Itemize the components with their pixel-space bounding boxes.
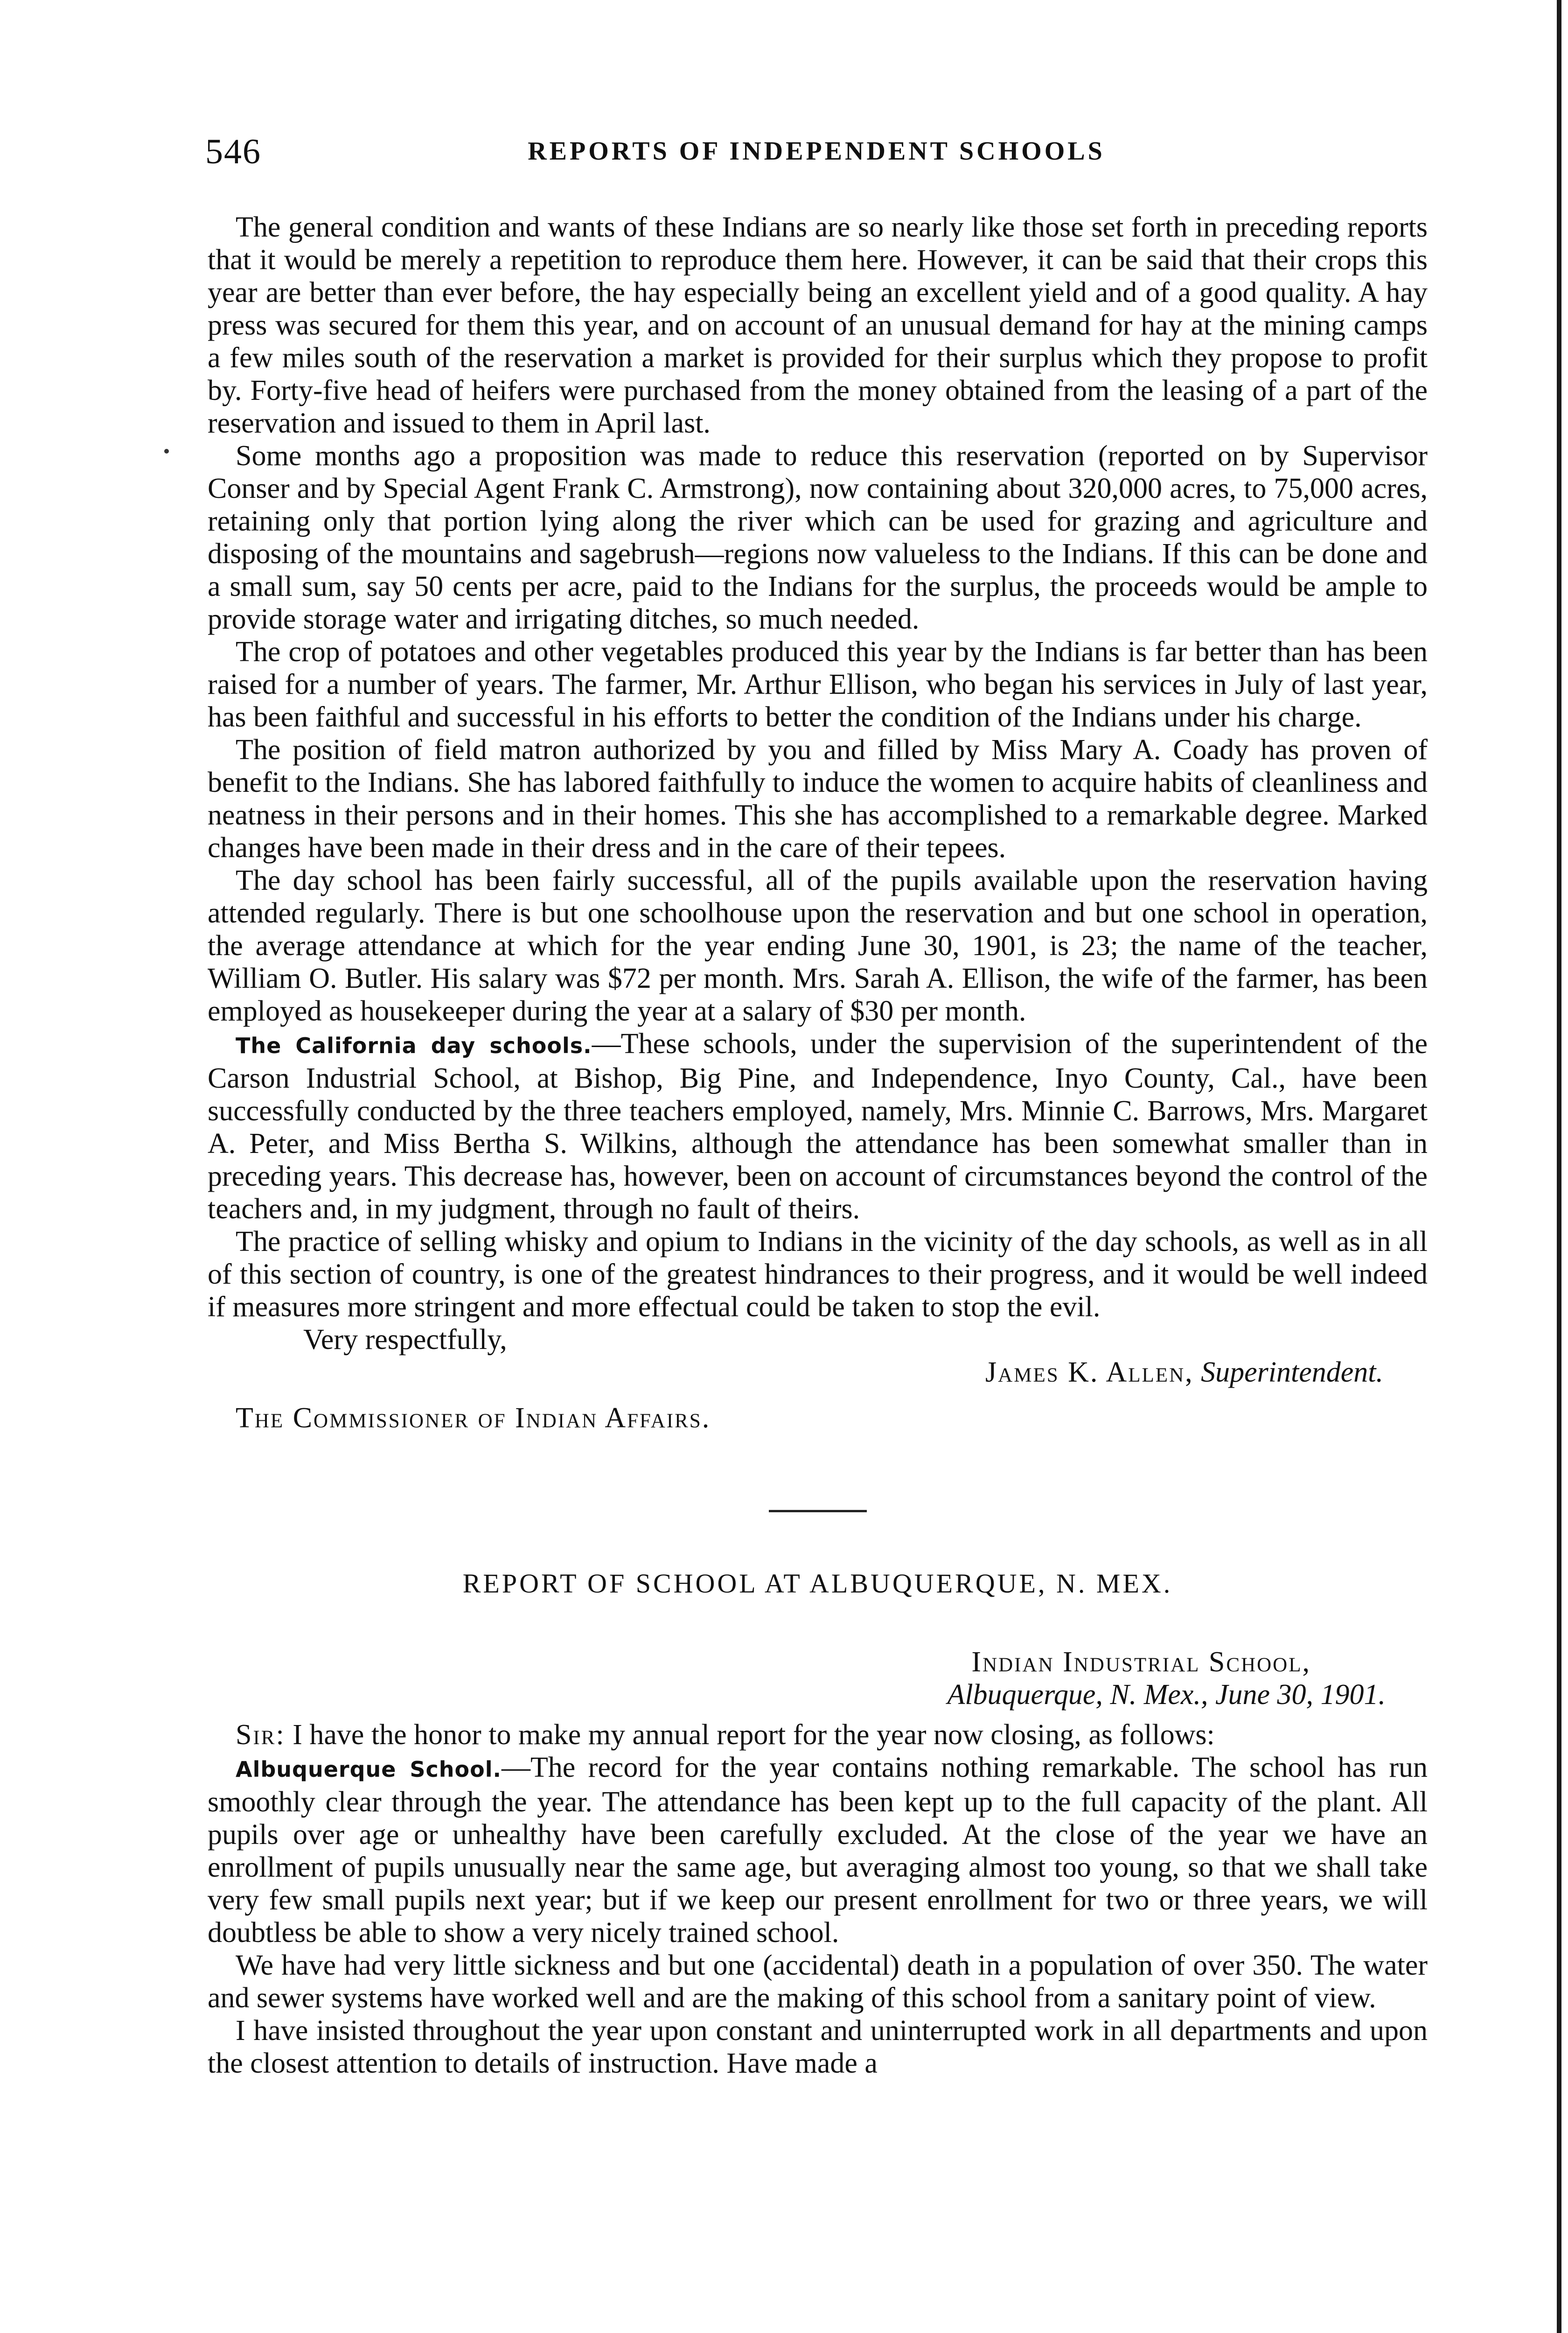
signer-title: Superintendent. bbox=[1201, 1356, 1383, 1388]
page-number: 546 bbox=[205, 132, 261, 171]
paragraph-crops: The general condition and wants of these Indians are so nearly like those set forth in preceding reports that it would be merely a repetition to reproduce them here. However, it can be said that their crops this year are better than ever before, the hay especially being an excellent yield and of a good quality. A hay press was secured for them this year, and on account of an unusual demand for hay at the mining camps a few miles south of the reservation a market is provided for their surplus which they propose to profit by. Forty-five head of heifers were purchased from the money obtained from the leasing of a part of the reservation and issued to them in April last. bbox=[208, 211, 1428, 439]
paragraph-potato-crop: The crop of potatoes and other vegetables produced this year by the Indians is far better than has been raised for a number of years. The farmer, Mr. Arthur Ellison, who began his services in July of last year, has been faithful and successful in his efforts to better the condition of the Indians under his charge. bbox=[208, 636, 1428, 733]
paragraph-day-school: The day school has been fairly successful, all of the pupils available upon the reservation having attended regularly. There is but one schoolhouse upon the reservation and but one school in operation, the average attendance at which for the year ending June 30, 1901, is 23; the name of the teacher, William O. Butler. His salary was $72 per month. Mrs. Sarah A. Ellison, the wife of the farmer, has been employed as housekeeper during the year at a salary of $30 per month. bbox=[208, 865, 1428, 1027]
run-in-heading: The California day schools. bbox=[236, 1033, 592, 1058]
paragraph-whisky-opium: The practice of selling whisky and opium to Indians in the vicinity of the day schools, as well as in all of this section of country, is one of the greatest hindrances to their progress, and it would be well indeed if measures more stringent and more effectual could be taken to stop the evil. bbox=[208, 1226, 1428, 1323]
section-divider bbox=[769, 1510, 867, 1512]
paragraph-text: —The record for the year contains nothing remarkable. The school has run smoothly clear through the year. The attendance has been kept up to the full capacity of the plant. All pupils over age or unhealthy have been carefully excluded. At the close of the year we have an enrollment of pupils unusually near the same age, but averaging almost too young, so that we shall take very few small pupils next year; but if we keep our present enrollment for two or three years, we will doubtless be able to show a very nicely trained school. bbox=[208, 1752, 1428, 1949]
paragraph-california-day-schools bbox=[208, 1027, 1428, 1225]
paragraph-reservation-reduction: Some months ago a proposition was made to reduce this reservation (reported on by Supervisor Conser and by Special Agent Frank C. Armstrong), now containing about 320,000 acres, to 75,000 acres, retaining only that portion lying along the river which can be used for grazing and agriculture and disposing of the mountains and sagebrush—regions now valueless to the Indians. If this can be done and a small sum, say 50 cents per acre, paid to the Indians for the surplus, the proceeds would be ample to provide storage water and irrigating ditches, so much needed. bbox=[208, 440, 1428, 635]
running-head: REPORTS OF INDEPENDENT SCHOOLS bbox=[528, 137, 1105, 166]
place-date bbox=[208, 1678, 1428, 1711]
page-header bbox=[205, 132, 1428, 183]
salutation bbox=[208, 1718, 1428, 1751]
run-in-heading: Albuquerque School. bbox=[236, 1757, 502, 1782]
addressee: The Commissioner of Indian Affairs. bbox=[236, 1402, 711, 1434]
signature bbox=[208, 1356, 1428, 1389]
salutation-label: Sir: bbox=[236, 1719, 286, 1751]
paragraph-health: We have had very little sickness and but one (accidental) death in a population of over 350. The water and sewer systems have worked well and are the making of this school from a sanitary point of view. bbox=[208, 1949, 1428, 2014]
paragraph-instruction: I have insisted throughout the year upon constant and uninterrupted work in all departments and upon the closest attention to details of instruction. Have made a bbox=[208, 2015, 1428, 2079]
paragraph-text: —These schools, under the supervision of the superintendent of the Carson Industrial School, at Bishop, Big Pine, and Independence, Inyo County, Cal., have been successfully conducted by the three teachers employed, namely, Mrs. Minnie C. Barrows, Mrs. Margaret A. Peter, and Miss Bertha S. Wilkins, although the attendance has been somewhat smaller than in preceding years. This decrease has, however, been on account of circumstances beyond the control of the teachers and, in my judgment, through no fault of theirs. bbox=[208, 1028, 1428, 1225]
paragraph-field-matron: The position of field matron authorized by you and filled by Miss Mary A. Coady has proven of benefit to the Indians. She has labored faithfully to induce the women to acquire habits of cleanliness and neatness in their persons and in their homes. This she has accomplished to a remarkable degree. Marked changes have been made in their dress and in the care of their tepees. bbox=[208, 734, 1428, 864]
paragraph-albuquerque-school bbox=[208, 1751, 1428, 1949]
salutation-text: I have the honor to make my annual report for the year now closing, as follows: bbox=[285, 1719, 1215, 1751]
place-date-text: Albuquerque, N. Mex., June 30, 1901. bbox=[947, 1679, 1386, 1711]
institution-name: Indian Industrial School, bbox=[971, 1646, 1311, 1678]
scan-speck bbox=[164, 449, 169, 454]
signer-name: James K. Allen, bbox=[985, 1356, 1194, 1388]
complimentary-close: Very respectfully, bbox=[303, 1324, 507, 1355]
page-body bbox=[208, 211, 1428, 2080]
section-title: REPORT OF SCHOOL AT ALBUQUERQUE, N. MEX. bbox=[462, 1568, 1173, 1599]
scan-edge-right bbox=[1557, 0, 1561, 2333]
